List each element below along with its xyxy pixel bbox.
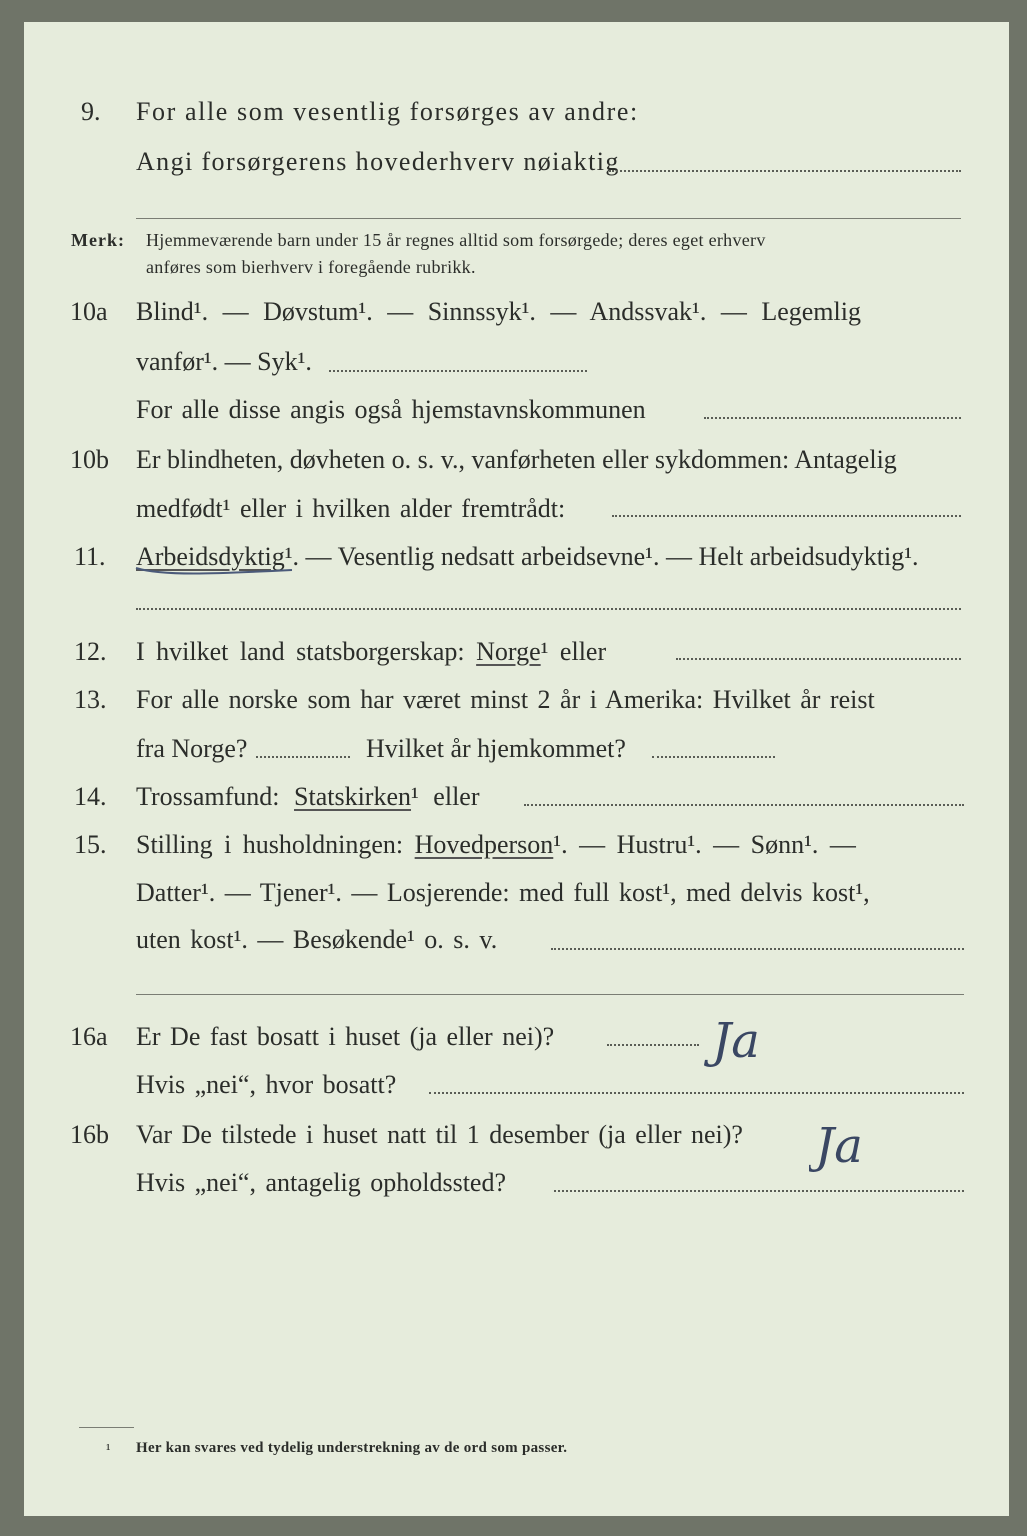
q9-line1: For alle som vesentlig forsørges av andre: [136,97,639,126]
q14-selected-option: Statskirken [294,782,412,811]
q12-selected-option: Norge [476,637,541,666]
q16a-residence-line [429,1092,964,1094]
q16a-answer-line [607,1044,699,1046]
q14-question: Trossamfund: [136,782,280,811]
q13-line2a: fra Norge? [136,734,248,763]
q10a-line3: For alle disse angis også hjemstavnskommunen [136,395,646,424]
q11-number: 11. [74,542,106,571]
q10a-line1: Blind¹. — Døvstum¹. — Sinnssyk¹. — Andssvak¹. — Legemlig [136,297,861,326]
q15-selected-option: Hovedperson [414,830,554,859]
q9-line2: Angi forsørgerens hovederhverv nøiaktig [136,147,620,176]
merk-line2: anføres som bierhverv i foregående rubrikk. [146,257,476,277]
footnote-mark: ¹ [106,1442,111,1458]
q16b-line1: Var De tilstede i huset natt til 1 desember (ja eller nei)? [136,1120,743,1149]
q10a-answer-line [329,370,587,372]
q12-post: ¹ eller [540,637,607,666]
q16a-line2: Hvis „nei“, hvor bosatt? [136,1070,397,1099]
footnote-text: Her kan svares ved tydelig understrekning av de ord som passer. [136,1440,568,1456]
q13-line1: For alle norske som har været minst 2 år i Amerika: Hvilket år reist [136,685,875,714]
q14-answer-line [524,804,964,806]
q13-returned-line [652,756,775,758]
q16a-number: 16a [70,1022,108,1051]
q10a-hometown-line [704,417,961,419]
svg-text:Ja: Ja [815,1118,863,1174]
q10b-answer-line [612,515,961,517]
q15-line3: uten kost¹. — Besøkende¹ o. s. v. [136,925,498,954]
q11-selected-option: Arbeidsdyktig [136,542,285,571]
svg-text:Ja: Ja [712,1013,760,1069]
q15-line2: Datter¹. — Tjener¹. — Losjerende: med full kost¹, med delvis kost¹, [136,878,870,907]
q10a-number: 10a [70,297,108,326]
q14-number: 14. [74,782,107,811]
q9-number: 9. [81,97,101,126]
q12-text [136,637,606,667]
q16b-line2: Hvis „nei“, antagelig opholdssted? [136,1168,507,1197]
q12-number: 12. [74,637,107,666]
q10a-line2: vanfør¹. — Syk¹. [136,347,312,376]
q14-post: ¹ eller [411,782,480,811]
merk-label: Merk: [71,230,125,250]
q15-answer-line [551,948,964,950]
q11-handwritten-underline [132,562,302,582]
q10b-line1: Er blindheten, døvheten o. s. v., vanførheten eller sykdommen: Antagelig [136,445,897,474]
q16b-whereabouts-line [554,1190,964,1192]
q15-question: Stilling i husholdningen: [136,830,404,859]
section-divider-2 [136,994,964,995]
merk-line1: Hjemmeværende barn under 15 år regnes alltid som forsørgede; deres eget erhverv [146,230,766,250]
q10b-number: 10b [70,445,109,474]
q15-number: 15. [74,830,107,859]
footnote-rule [79,1427,134,1428]
section-divider [136,218,961,219]
q15-post: ¹. — Hustru¹. — Sønn¹. — [553,830,856,859]
q16a-line1: Er De fast bosatt i huset (ja eller nei)? [136,1022,555,1051]
q16b-handwritten-answer [809,1107,919,1192]
q16b-number: 16b [70,1120,109,1149]
census-form-page [24,22,1009,1516]
q13-left-norway-line [256,756,350,758]
q15-line1 [136,830,856,860]
q14-text [136,782,480,812]
q16a-handwritten-answer [704,1007,814,1082]
q12-answer-line [676,658,961,660]
q10b-line2: medfødt¹ eller i hvilken alder fremtrådt: [136,494,566,523]
q9-answer-line [609,170,961,172]
q13-line2b: Hvilket år hjemkommet? [366,734,626,763]
q12-question: I hvilket land statsborgerskap: [136,637,465,666]
q11-rest: ¹. — Vesentlig nedsatt arbeidsevne¹. — Helt arbeidsudyktig¹. [284,542,919,571]
q11-answer-line [136,608,961,610]
q13-number: 13. [74,685,107,714]
